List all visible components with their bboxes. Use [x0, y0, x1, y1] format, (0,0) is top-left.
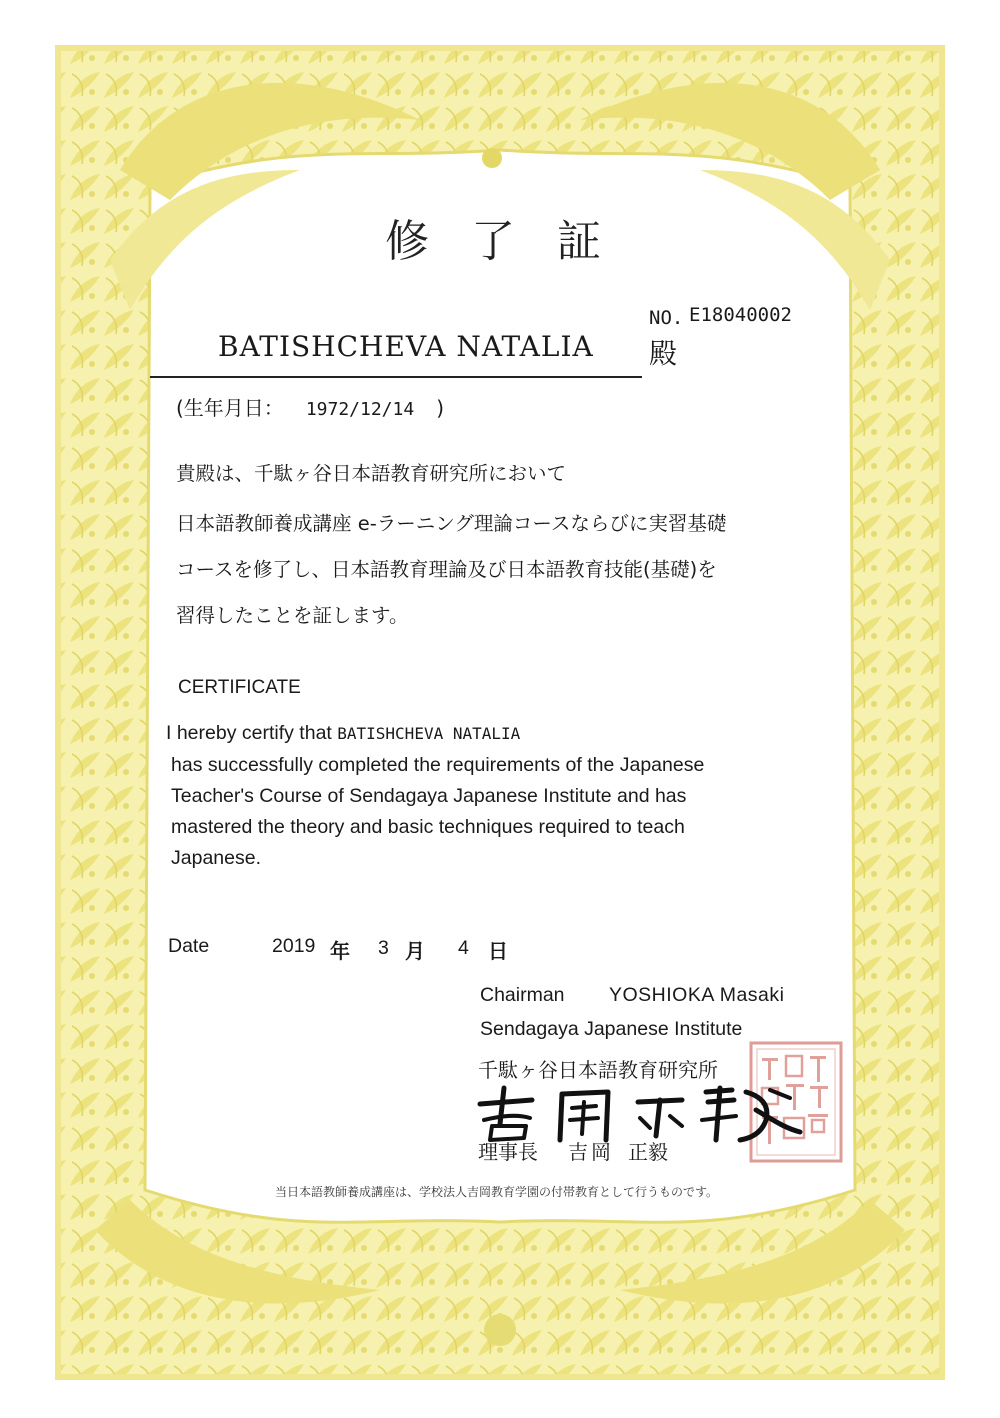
certificate-number-label: NO.	[649, 307, 684, 329]
en-certify-name: BATISHCHEVA NATALIA	[337, 724, 521, 743]
chairman-given-name-jp: 正毅	[628, 1140, 668, 1164]
certificate-number: E18040002	[689, 304, 792, 326]
institute-name-en: Sendagaya Japanese Institute	[480, 1018, 743, 1040]
date-day-unit: 日	[488, 939, 508, 963]
en-certify-prefix: I hereby certify that	[166, 722, 338, 744]
jp-body-line: 貴殿は、千駄ヶ谷日本語教育研究所において	[176, 462, 567, 485]
date-month: 3	[378, 937, 389, 959]
en-body-line: Teacher's Course of Sendagaya Japanese Institute and has	[171, 785, 687, 807]
chairman-signature	[470, 1080, 810, 1144]
birth-suffix: )	[436, 396, 444, 420]
birth-date-line	[176, 392, 444, 421]
jp-body-line: 日本語教師養成講座 e-ラーニング理論コースならびに実習基礎	[176, 512, 727, 535]
chairman-label: Chairman	[480, 984, 565, 1006]
birth-date: 1972/12/14	[305, 399, 415, 420]
chairman-surname-jp: 吉岡	[568, 1140, 614, 1164]
en-body-line: has successfully completed the requirements of the Japanese	[171, 754, 705, 776]
date-year: 2019	[272, 935, 316, 957]
chairman-name: YOSHIOKA Masaki	[609, 984, 785, 1006]
en-body-line: mastered the theory and basic techniques required to teach	[171, 816, 685, 838]
honorific: 殿	[649, 337, 678, 370]
chairman-title-jp	[478, 1136, 668, 1165]
en-certify-line	[166, 722, 520, 745]
date-year-unit: 年	[330, 939, 350, 963]
date-label: Date	[168, 935, 210, 957]
jp-body-line: コースを修了し、日本語教育理論及び日本語教育技能(基礎)を	[176, 558, 717, 581]
recipient-name: BATISHCHEVA NATALIA	[218, 330, 594, 363]
institute-name-jp: 千駄ヶ谷日本語教育研究所	[478, 1058, 718, 1082]
jp-body-line: 習得したことを証します。	[176, 604, 409, 627]
chairman-title-label: 理事長	[478, 1140, 538, 1164]
birth-prefix: (生年月日：	[176, 396, 284, 420]
date-month-unit: 月	[405, 939, 425, 963]
certificate-title: 修 了 証	[385, 216, 615, 267]
en-body-line: Japanese.	[171, 847, 261, 869]
footnote: 当日本語教師養成講座は、学校法人吉岡教育学園の付帯教育として行うものです。	[275, 1185, 719, 1199]
name-underline	[150, 376, 642, 378]
en-heading: CERTIFICATE	[178, 677, 301, 698]
date-day: 4	[458, 937, 469, 959]
